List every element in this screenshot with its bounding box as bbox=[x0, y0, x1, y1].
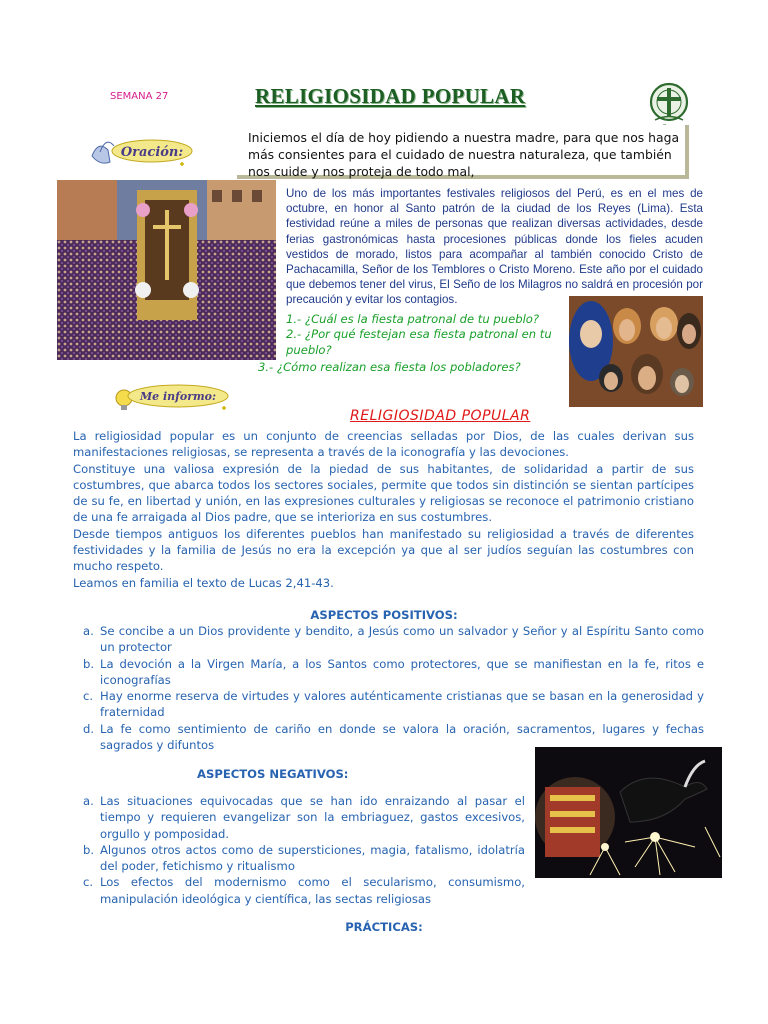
intro-box: Iniciemos el día de hoy pidiendo a nuestra madre, para que nos haga más consientes para el cuidado de nuestra naturaleza, que también nos cuide y nos proteja de todo mal, bbox=[237, 125, 689, 179]
saints-collage bbox=[569, 296, 703, 407]
me-informo-label: Me informo: bbox=[139, 390, 217, 403]
procession-photo bbox=[57, 180, 276, 360]
oracion-label: Oración: bbox=[120, 145, 184, 160]
lead-paragraph: Uno de los más importantes festivales religiosos del Perú, es en el mes de octubre, en honor al Santo patrón de la ciudad de los Reyes (Lima). Esta festividad reúne a miles de personas que realizan diversas actividades, desde ferias gastronómicas hasta procesiones públicas donde los fieles acuden vestidos de morado, listos para acompañar al también conocido Cristo de Pachacamilla, Señor de los Temblores o Cristo Moreno. Este año por el cuidado que debemos tener del virus, El Seño de los Milagros no saldrá en procesión por precaución y evitar los contagios. bbox=[286, 187, 703, 307]
body-paragraph-2: Constituye una valiosa expresión de la piedad de sus habitantes, de solidaridad a partir de sus costumbres, que abarca todos los sectores sociales, permite que todos sin distinción se sientan partícipes de su fe, en libertad y unión, en las expresiones culturales y religiosas se reconoce el patrimonio cristiano de una fe arraigada al Dios padre, que se interioriza en sus costumbres. bbox=[73, 461, 694, 525]
list-item: a. Se concibe a un Dios providente y bendito, a Jesús como un salvador y Señor y al Espíritu Santo como un protector bbox=[83, 624, 704, 655]
question-1: 1.- ¿Cuál es la fiesta patronal de tu pueblo? bbox=[286, 312, 540, 326]
list-item: c. Hay enorme reserva de virtudes y valores auténticamente cristianas que se basan en la generosidad y fraternidad bbox=[83, 689, 704, 720]
question-3: 3.- ¿Cómo realizan esa fiesta los pobladores? bbox=[258, 360, 521, 374]
list-item: a. Las situaciones equivocadas que se han ido enraizando al pasar el tiempo y requieren evangelizar son la embriaguez, gastos excesivos, orgullo y pomposidad. bbox=[83, 794, 525, 841]
section-body bbox=[73, 428, 694, 591]
list-item: d. La fe como sentimiento de cariño en donde se valora la oración, sacramentos, lugares y fechas sagrados y difuntos bbox=[83, 721, 704, 753]
school-logo bbox=[644, 80, 694, 130]
practicas-heading: PRÁCTICAS: bbox=[345, 920, 423, 934]
list-item: c. Los efectos del modernismo como el secularismo, consumismo, manipulación ideológica y científica, las sectas religiosas bbox=[83, 875, 525, 906]
body-paragraph-1: La religiosidad popular es un conjunto de creencias selladas por Dios, de las cuales derivan sus manifestaciones religiosas, se representa a través de la iconografía y las devociones. bbox=[73, 429, 694, 460]
section-title: RELIGIOSIDAD POPULAR bbox=[350, 408, 531, 424]
list-item: b. Algunos otros actos como de supersticiones, magia, fatalismo, idolatría del poder, fetichismo y ritualismo bbox=[83, 842, 525, 874]
positivos-heading: ASPECTOS POSITIVOS: bbox=[310, 608, 458, 622]
body-paragraph-4: Leamos en familia el texto de Lucas 2,41-43. bbox=[73, 575, 334, 590]
body-paragraph-3: Desde tiempos antiguos los diferentes pueblos han manifestado su religiosidad a través de diferentes festividades y la familia de Jesús no era la excepción ya que al ser judíos seguían las costumbres con mucho respeto. bbox=[73, 526, 694, 574]
oracion-banner bbox=[88, 126, 200, 170]
me-informo-banner bbox=[112, 378, 234, 414]
page-title: RELIGIOSIDAD POPULAR bbox=[255, 84, 526, 108]
week-label: SEMANA 27 bbox=[110, 91, 169, 102]
fireworks-bull-photo bbox=[535, 747, 722, 878]
negativos-list bbox=[73, 793, 525, 907]
negativos-heading: ASPECTOS NEGATIVOS: bbox=[197, 767, 349, 781]
question-2: 2.- ¿Por qué festejan esa fiesta patronal en tu pueblo? bbox=[286, 327, 552, 357]
positivos-list bbox=[73, 623, 704, 753]
list-item: b. La devoción a la Virgen María, a los Santos como protectores, que se manifiestan en la fe, ritos e iconografías bbox=[83, 656, 704, 687]
